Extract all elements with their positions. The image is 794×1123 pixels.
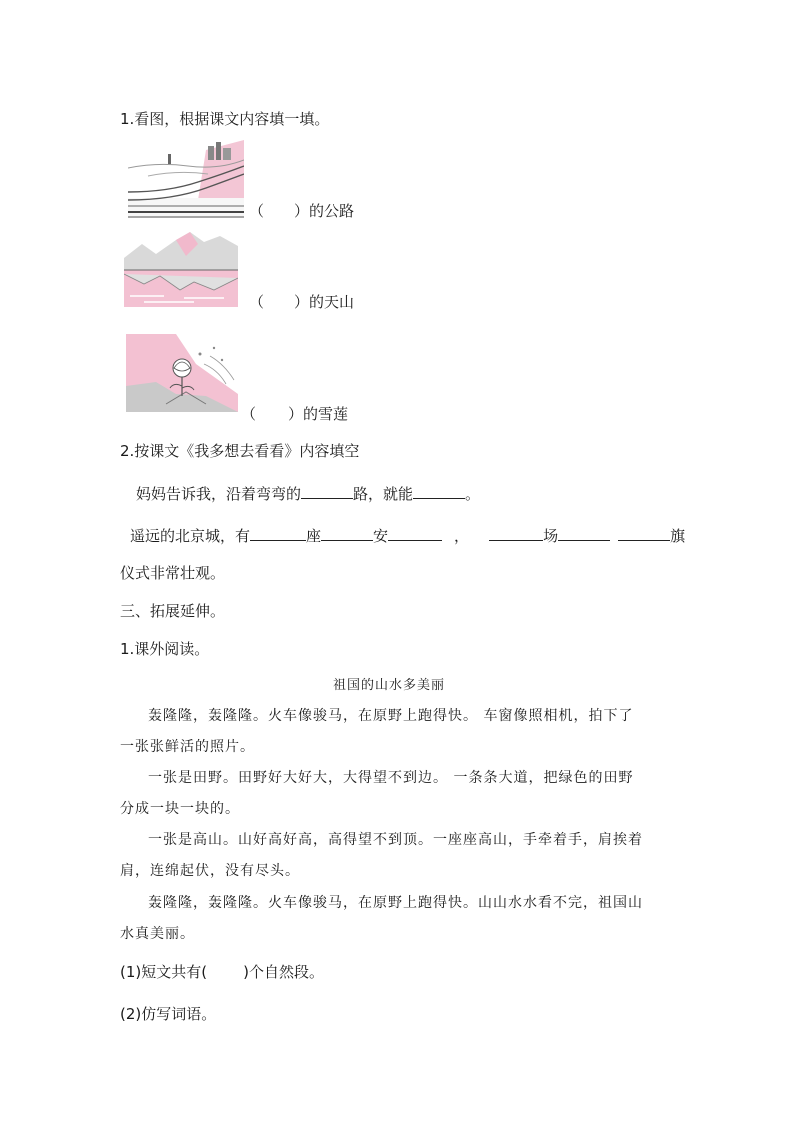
snow-lotus-illustration bbox=[126, 334, 238, 412]
section-3-heading: 三、拓展延伸。 bbox=[120, 602, 226, 620]
blank-3[interactable] bbox=[388, 525, 442, 541]
fill-line-1: 妈妈告诉我，沿着弯弯的 路，就能 。 bbox=[136, 485, 481, 503]
passage-line: 水真美丽。 bbox=[120, 926, 195, 942]
open-paren: （ bbox=[241, 405, 257, 423]
item-label: ）的雪莲 bbox=[288, 405, 349, 423]
blank-2[interactable] bbox=[321, 525, 373, 541]
blank-6[interactable] bbox=[618, 525, 670, 541]
fill-line-3: 仪式非常壮观。 bbox=[120, 564, 226, 582]
question-1-heading: 1.看图，根据课文内容填一填。 bbox=[120, 110, 330, 128]
passage-line: 轰隆隆，轰隆隆。火车像骏马，在原野上跑得快。山山水水看不完，祖国山 bbox=[148, 895, 643, 911]
blank-road[interactable] bbox=[301, 483, 353, 499]
item-label: ）的天山 bbox=[294, 293, 355, 311]
passage-line: 一张张鲜活的照片。 bbox=[120, 739, 255, 755]
blank-5[interactable] bbox=[558, 525, 610, 541]
open-paren: （ bbox=[249, 202, 265, 220]
passage-line: 一张是田野。田野好大好大，大得望不到边。 一条条大道，把绿色的田野 bbox=[148, 770, 634, 786]
subquestion-1[interactable]: (1)短文共有( )个自然段。 bbox=[120, 963, 324, 981]
tianshan-mountain-illustration bbox=[124, 232, 238, 307]
blank-4[interactable] bbox=[489, 525, 543, 541]
item-label: ）的公路 bbox=[294, 202, 355, 220]
passage-line: 分成一块一块的。 bbox=[120, 801, 240, 817]
passage-title: 祖国的山水多美丽 bbox=[333, 678, 446, 693]
q1-item-1-answer[interactable] bbox=[249, 201, 354, 221]
question-2-heading: 2.按课文《我多想去看看》内容填空 bbox=[120, 442, 360, 460]
blank-destination[interactable] bbox=[413, 483, 465, 499]
passage-line: 轰隆隆，轰隆隆。火车像骏马，在原野上跑得快。 车窗像照相机，拍下了 bbox=[148, 708, 634, 724]
blank-1[interactable] bbox=[250, 525, 306, 541]
q1-item-3-answer[interactable] bbox=[241, 404, 348, 424]
fill-line-2: 遥远的北京城，有 座 安 ， 场 旗 bbox=[130, 527, 686, 545]
passage-line: 肩，连绵起伏，没有尽头。 bbox=[120, 863, 300, 879]
q1-item-2-answer[interactable] bbox=[249, 292, 354, 312]
subquestion-2: (2)仿写词语。 bbox=[120, 1005, 217, 1023]
open-paren: （ bbox=[249, 293, 265, 311]
reading-subheading: 1.课外阅读。 bbox=[120, 640, 210, 658]
highway-illustration bbox=[128, 140, 244, 218]
passage-line: 一张是高山。山好高好高，高得望不到顶。一座座高山，手牵着手，肩挨着 bbox=[148, 832, 643, 848]
